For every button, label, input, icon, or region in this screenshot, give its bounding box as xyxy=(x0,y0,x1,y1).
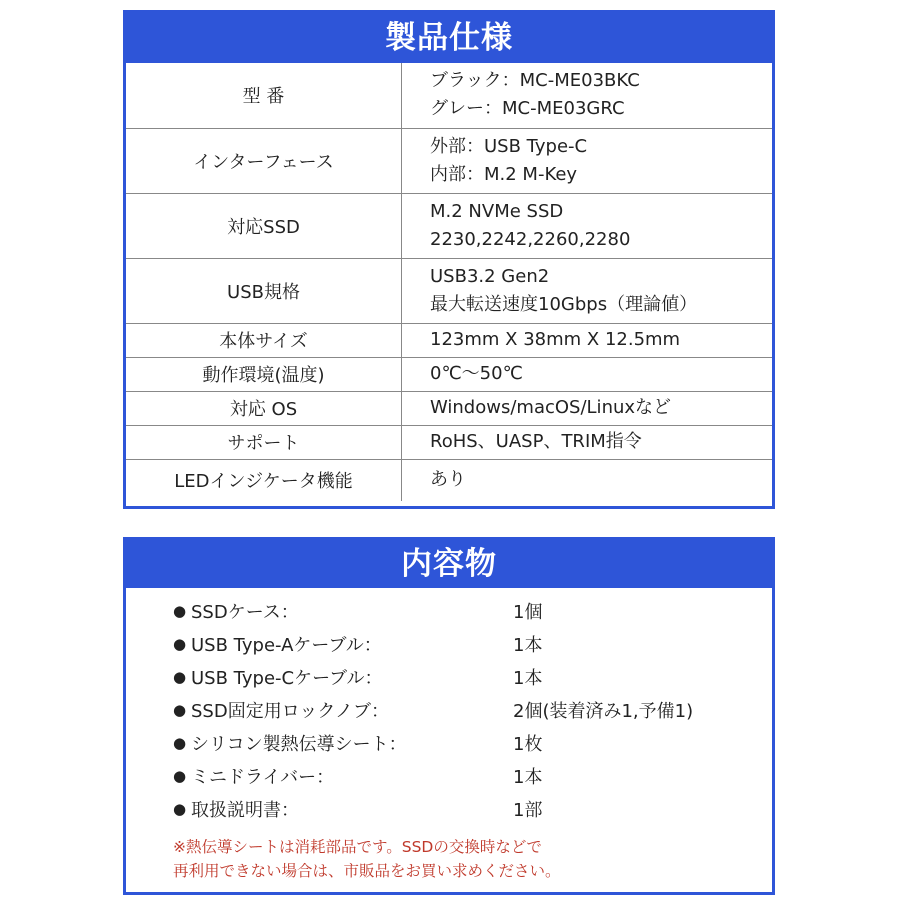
spec-value-line: 内部：M.2 M-Key xyxy=(430,163,578,185)
spec-label: LEDインジケータ機能 xyxy=(126,459,402,501)
spec-value: RoHS、UASP、TRIM指令 xyxy=(402,425,773,459)
note-line: 再利用できない場合は、市販品をお買い求めください。 xyxy=(173,862,561,880)
spec-value: 123mm X 38mm X 12.5mm xyxy=(402,323,773,357)
bullet-icon: ● xyxy=(173,799,187,818)
spec-value xyxy=(402,258,773,323)
spec-value: あり xyxy=(430,469,466,491)
bullet-icon: ● xyxy=(173,733,187,752)
spec-row-led xyxy=(126,459,772,501)
item-quantity: 1本 xyxy=(513,634,543,656)
spec-row-size xyxy=(126,323,772,357)
bullet-icon: ● xyxy=(173,601,187,620)
item-name: USB Type-Cケーブル： xyxy=(191,667,383,689)
spec-row-ssd xyxy=(126,193,772,258)
item-quantity: 1本 xyxy=(513,667,543,689)
spec-value xyxy=(402,128,773,193)
list-item xyxy=(173,594,772,627)
spec-value: 0℃～50℃ xyxy=(402,357,773,391)
item-name: SSD固定用ロックノブ： xyxy=(191,700,389,722)
spec-row-os xyxy=(126,391,772,425)
item-quantity: 1部 xyxy=(513,799,543,821)
spec-value-line: USB3.2 Gen2 xyxy=(430,265,550,287)
spec-label: サポート xyxy=(126,425,402,459)
spec-value xyxy=(402,63,773,128)
item-quantity: 1個 xyxy=(513,601,543,623)
item-name: SSDケース： xyxy=(191,601,299,623)
item-quantity: 2個(装着済み1,予備1) xyxy=(513,700,694,722)
item-quantity: 1枚 xyxy=(513,733,543,755)
spec-panel xyxy=(123,10,775,509)
spec-value xyxy=(402,193,773,258)
spec-label: 動作環境(温度) xyxy=(126,357,402,391)
item-quantity: 1本 xyxy=(513,766,543,788)
spec-row-usb xyxy=(126,258,772,323)
list-item xyxy=(173,627,772,660)
spec-value-line: グレー：MC-ME03GRC xyxy=(430,98,625,120)
bullet-icon: ● xyxy=(173,634,187,653)
list-item xyxy=(173,792,772,825)
spec-label: 型 番 xyxy=(126,63,402,128)
note-line: ※熱伝導シートは消耗部品です。SSDの交換時などで xyxy=(173,838,542,856)
contents-list xyxy=(126,588,772,825)
bullet-icon: ● xyxy=(173,667,187,686)
contents-title: 内容物 xyxy=(126,540,772,588)
spec-value: Windows/macOS/Linuxなど xyxy=(402,391,773,425)
item-name: 取扱説明書： xyxy=(191,799,299,821)
spec-table xyxy=(126,63,772,501)
spec-value-line: M.2 NVMe SSD xyxy=(430,200,564,222)
spec-label: 対応SSD xyxy=(126,193,402,258)
spec-row-temperature xyxy=(126,357,772,391)
item-name: ミニドライバー： xyxy=(191,766,335,788)
spec-label: USB規格 xyxy=(126,258,402,323)
spec-row-model xyxy=(126,63,772,128)
bullet-icon: ● xyxy=(173,766,187,785)
spec-value-line: 最大転送速度10Gbps（理論値） xyxy=(430,293,698,315)
spec-row-interface xyxy=(126,128,772,193)
spec-label: 対応 OS xyxy=(126,391,402,425)
contents-panel xyxy=(123,537,775,895)
spec-label: 本体サイズ xyxy=(126,323,402,357)
spec-row-support xyxy=(126,425,772,459)
spec-title: 製品仕様 xyxy=(126,13,772,63)
list-item xyxy=(173,660,772,693)
spec-label: インターフェース xyxy=(126,128,402,193)
list-item xyxy=(173,759,772,792)
list-item xyxy=(173,726,772,759)
spec-value-line: ブラック：MC-ME03BKC xyxy=(430,70,640,92)
spec-value-line: 2230,2242,2260,2280 xyxy=(430,228,631,250)
item-name: USB Type-Aケーブル： xyxy=(191,634,382,656)
bullet-icon: ● xyxy=(173,700,187,719)
spec-value-line: 外部：USB Type-C xyxy=(430,135,588,157)
note xyxy=(173,835,772,883)
list-item xyxy=(173,693,772,726)
item-name: シリコン製熱伝導シート： xyxy=(191,733,407,755)
